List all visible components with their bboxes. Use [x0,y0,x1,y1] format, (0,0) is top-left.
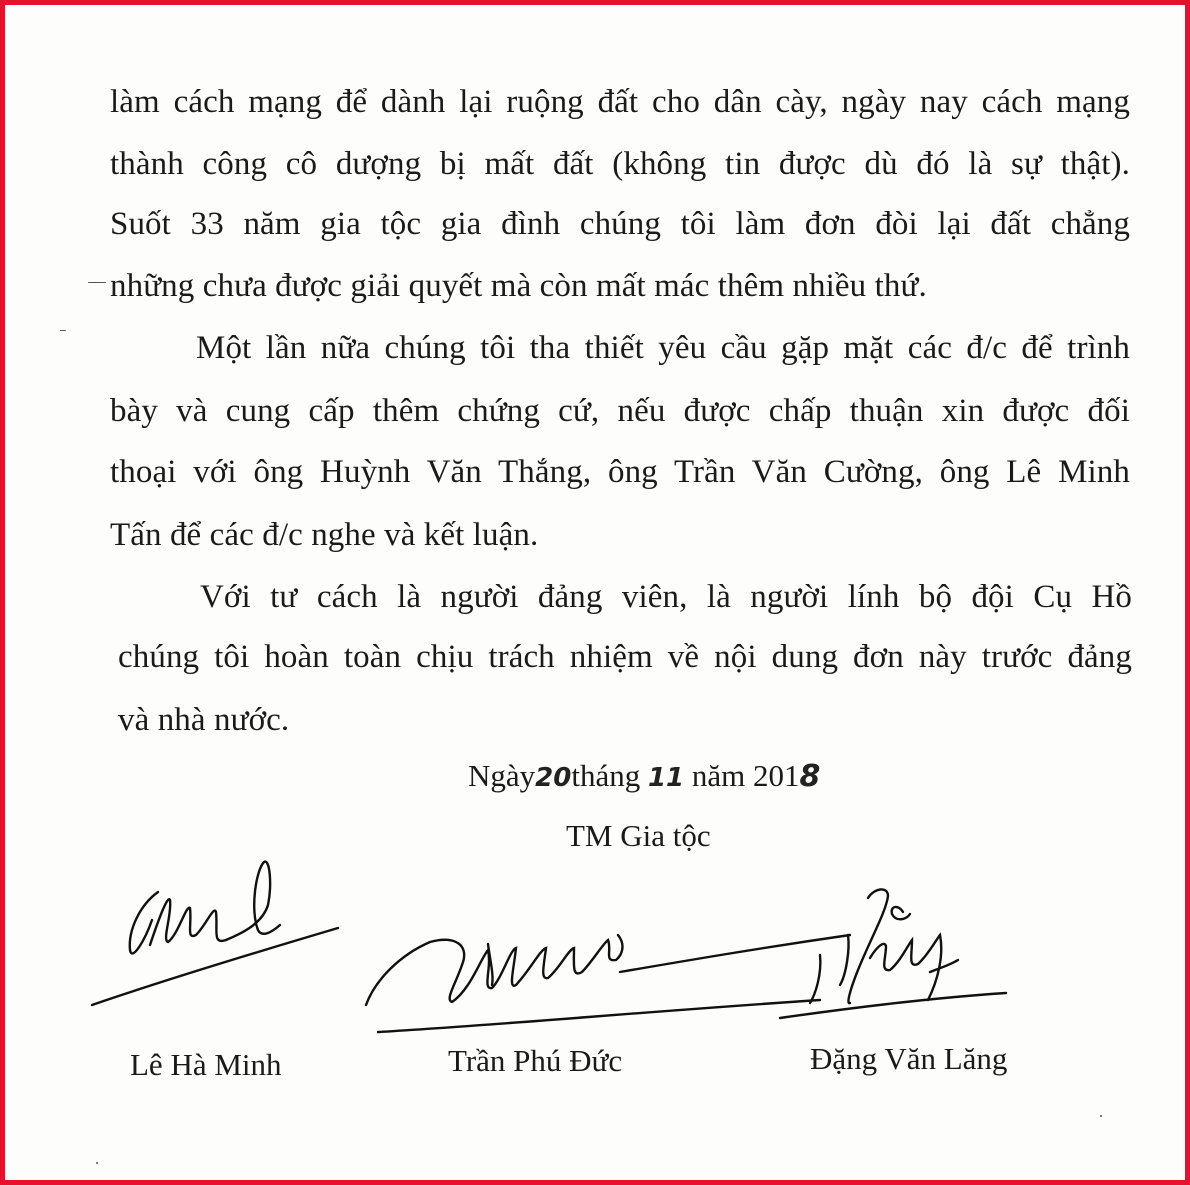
date-year-handwritten: 8 [799,759,821,794]
letter-line-6: bày và cung cấp thêm chứng cứ, nếu được chấp thuận xin được đối [110,393,1130,429]
signatory-name-2: Trần Phú Đức [448,1043,623,1078]
letter-line-2: thành công cô dượng bị mất đất (không tin được dù đó là sự thật). [110,146,1130,182]
scan-speck [1100,1115,1102,1117]
signature-dang-van-lang [780,889,1006,1018]
date-year-label: năm 201 [691,758,800,793]
letter-line-5: Một lần nữa chúng tôi tha thiết yêu cầu gặp mặt các đ/c để trình [196,330,1130,366]
scan-speck [96,1162,98,1164]
scan-speck [88,282,106,283]
letter-line-8: Tấn để các đ/c nghe và kết luận. [110,517,539,553]
signatory-name-1: Lê Hà Minh [130,1047,282,1082]
date-month-handwritten: 11 [647,763,685,793]
letter-line-9: Với tư cách là người đảng viên, là người lính bộ đội Cụ Hồ [200,579,1132,615]
signature-tran-phu-duc [366,935,850,1032]
letter-line-4: những chưa được giải quyết mà còn mất mác thêm nhiều thứ. [110,268,927,304]
dateline [468,758,820,794]
scan-speck [60,330,66,331]
date-prefix: Ngày [468,758,536,793]
signature-le-ha-minh [92,862,338,1005]
letter-line-1: làm cách mạng để dành lại ruộng đất cho dân cày, ngày nay cách mạng [110,84,1130,120]
date-day-handwritten: 20 [535,763,572,793]
letter-line-11: và nhà nước. [118,702,290,738]
letter-line-7: thoại với ông Huỳnh Văn Thắng, ông Trần Văn Cường, ông Lê Minh [110,454,1130,490]
date-month-label: tháng [571,758,641,793]
letter-line-3: Suốt 33 năm gia tộc gia đình chúng tôi làm đơn đòi lại đất chẳng [110,206,1130,242]
signatory-name-3: Đặng Văn Lăng [810,1041,1008,1076]
signer-title: TM Gia tộc [566,818,711,853]
letter-line-10: chúng tôi hoàn toàn chịu trách nhiệm về nội dung đơn này trước đảng [118,639,1132,675]
